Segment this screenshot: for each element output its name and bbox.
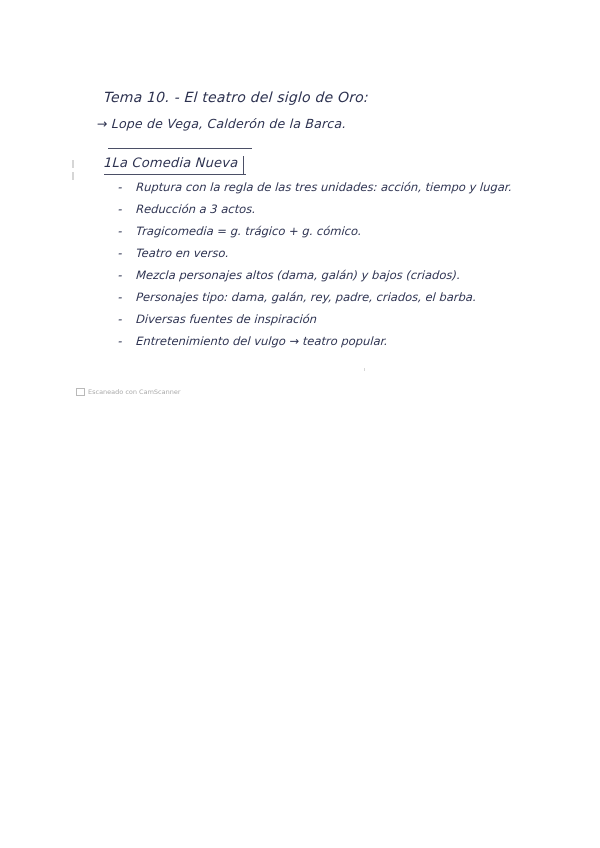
point-text: Diversas fuentes de inspiración: [135, 312, 318, 326]
point-text: Tragicomedia = g. trágico + g. cómico.: [135, 224, 363, 238]
point-text: Personajes tipo: dama, galán, rey, padre, criados, el barba.: [135, 290, 478, 304]
section-bracket: [243, 156, 244, 174]
section-heading: 1La Comedia Nueva: [103, 156, 239, 171]
list-item: [117, 290, 512, 307]
watermark: [76, 388, 181, 396]
bullet: -: [117, 334, 123, 348]
list-item: [117, 334, 512, 351]
point-text: Ruptura con la regla de las tres unidades: acción, tiempo y lugar.: [135, 180, 513, 194]
authors-line: → Lope de Vega, Calderón de la Barca.: [96, 116, 347, 131]
section-underline: [104, 174, 246, 175]
bullet: -: [117, 202, 123, 216]
list-item: [117, 268, 512, 285]
scan-speck: [72, 160, 74, 168]
bullet: -: [117, 224, 123, 238]
point-text: Reducción a 3 actos.: [135, 202, 257, 216]
list-item: [117, 312, 512, 329]
watermark-text: Escaneado con CamScanner: [88, 388, 181, 396]
list-item: [117, 180, 512, 197]
divider-line: [108, 148, 252, 149]
point-text: Mezcla personajes altos (dama, galán) y bajos (criados).: [135, 268, 462, 282]
bullet: -: [117, 180, 123, 194]
point-text: Entretenimiento del vulgo → teatro popular.: [135, 334, 389, 348]
points-list: [118, 180, 512, 356]
list-item: [117, 202, 512, 219]
bullet: -: [117, 290, 123, 304]
camscanner-icon: [76, 388, 85, 396]
list-item: [117, 246, 512, 263]
list-item: [117, 224, 512, 241]
page-title: Tema 10. - El teatro del siglo de Oro:: [103, 90, 370, 106]
bullet: -: [117, 312, 123, 326]
scan-speck: [364, 368, 365, 371]
bullet: -: [117, 246, 123, 260]
bullet: -: [117, 268, 123, 282]
scan-speck: [72, 172, 74, 180]
point-text: Teatro en verso.: [135, 246, 230, 260]
